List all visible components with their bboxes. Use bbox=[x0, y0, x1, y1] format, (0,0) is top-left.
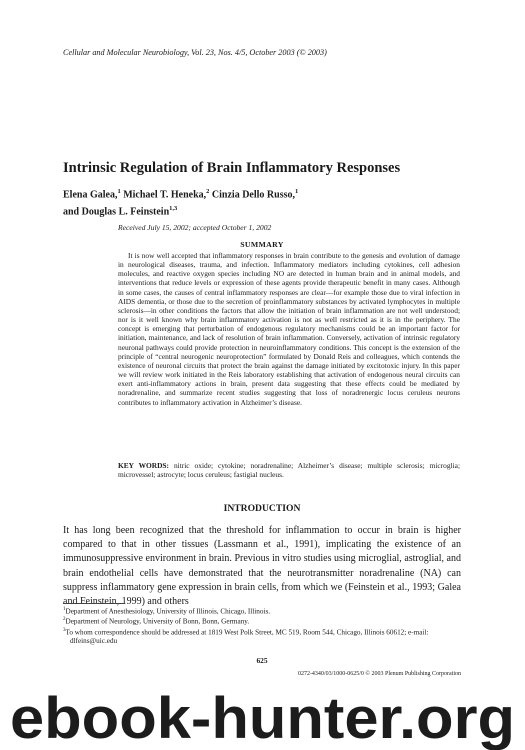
introduction-body bbox=[63, 524, 461, 609]
summary-abstract bbox=[118, 251, 460, 407]
watermark-text: ebook-hunter.org bbox=[10, 688, 515, 750]
footnote-text: To whom correspondence should be addressed at 1819 West Polk Street, MC 519, Room 544, Chicago, Illinois 60612; e-mail: dlfeins@uic.edu bbox=[65, 627, 429, 645]
footnote-text: Department of Anesthesiology, University of Illinois, Chicago, Illinois. bbox=[65, 607, 271, 616]
introduction-paragraph: It has long been recognized that the threshold for inflammation to occur in brain is higher compared to that in other tissues (Lassmann et al., 1991), implicating the existence of an immunosuppressive environment in brain. Previous in vitro studies using microglial, astroglial, and brain endothelial cells have demonstrated that the neurotransmitter noradrenaline (NA) can suppress inflammatory gene expression in brain cells, from which we (Feinstein et al., 1993; Galea and Feinstein, 1999) and others bbox=[63, 525, 461, 608]
footnote-mark: 3 bbox=[63, 627, 66, 633]
author-name: Michael T. Heneka, bbox=[120, 189, 207, 201]
author-affiliation-mark: 1 bbox=[117, 188, 121, 195]
author-name: Elena Galea, bbox=[63, 189, 118, 201]
footnote-mark: 1 bbox=[63, 607, 66, 612]
summary-paragraph: It is now well accepted that inflammatory responses in brain contribute to the genesis and evolution of damage in neurological diseases, trauma, and infection. Inflammatory mediators including cytokines, cell adhesion molecules, and reactive oxygen species including NO are detected in human brain and in animal models, and interventions that reduce levels or expression of these agents provide therapeutic benefit in many cases. Although in some cases, the causes of central inflammatory responses are clear—for example those due to viral infection in AIDS dementia, or those due to the secretion of proinflammatory substances by activated lymphocytes in multiple sclerosis—in other conditions the factors that allow the initiation of brain inflammation are not well understood; nor is it well known why brain inflammatory activation is not as well restricted as it is in the periphery. The concept is emerging that perturbation of endogenous regulatory mechanisms could be an important factor for initiation, maintenance, and lack of resolution of brain inflammation. Conversely, activation of intrinsic regulatory neuronal pathways could provide protection in neuroinflammatory conditions. This concept is the extension of the principle of “central neurogenic neuroprotection” formulated by Donald Reis and colleagues, which contends the existence of neuronal circuits that protect the brain against the damage initiated by excitotoxic injury. In this paper we will review work initiated in the Reis laboratory establishing that activation of endogenous neural circuits can exert anti-inflammatory actions in brain, present data suggesting that these effects could be mediated by noradrenaline, and summarize recent studies suggesting that loss of noradrenergic locus ceruleus neurons contributes to inflammatory activation in Alzheimer’s disease. bbox=[118, 251, 460, 407]
author-name: Cinzia Dello Russo, bbox=[209, 189, 295, 201]
watermark-banner bbox=[0, 688, 525, 750]
footnote-text: Department of Neurology, University of Bonn, Bonn, Germany. bbox=[65, 617, 250, 626]
journal-citation: Cellular and Molecular Neurobiology, Vol. 23, Nos. 4/5, October 2003 (© 2003) bbox=[63, 48, 327, 57]
footnote-1 bbox=[63, 606, 461, 616]
author-name: and Douglas L. Feinstein bbox=[63, 206, 170, 218]
copyright-line: 0272-4340/03/1000-0625/0 © 2003 Plenum Publishing Corporation bbox=[297, 671, 461, 677]
summary-heading: SUMMARY bbox=[240, 240, 284, 249]
author-line-2 bbox=[63, 202, 298, 219]
keywords-label: KEY WORDS: bbox=[118, 461, 169, 470]
footnote-mark: 2 bbox=[63, 617, 66, 623]
keywords bbox=[118, 461, 460, 479]
paper-title: Intrinsic Regulation of Brain Inflammatory Responses bbox=[63, 160, 401, 176]
author-line-1 bbox=[63, 185, 298, 202]
received-dates: Received July 15, 2002; accepted October 1, 2002 bbox=[118, 223, 272, 232]
footnotes bbox=[63, 606, 461, 646]
author-affiliation-mark: 1,3 bbox=[169, 205, 178, 213]
author-affiliation-mark: 2 bbox=[206, 188, 210, 195]
author-list bbox=[63, 185, 298, 220]
author-affiliation-mark: 1 bbox=[294, 188, 299, 195]
footnote-2 bbox=[63, 616, 461, 626]
footnote-3 bbox=[63, 627, 461, 646]
keywords-list: nitric oxide; cytokine; noradrenaline; Alzheimer’s disease; multiple sclerosis; microglia; microvessel; astrocyte; locus ceruleus; fastigial nucleus. bbox=[118, 461, 460, 480]
page-number: 625 bbox=[256, 656, 268, 665]
footnote-rule bbox=[63, 603, 125, 604]
introduction-heading: INTRODUCTION bbox=[223, 503, 301, 514]
